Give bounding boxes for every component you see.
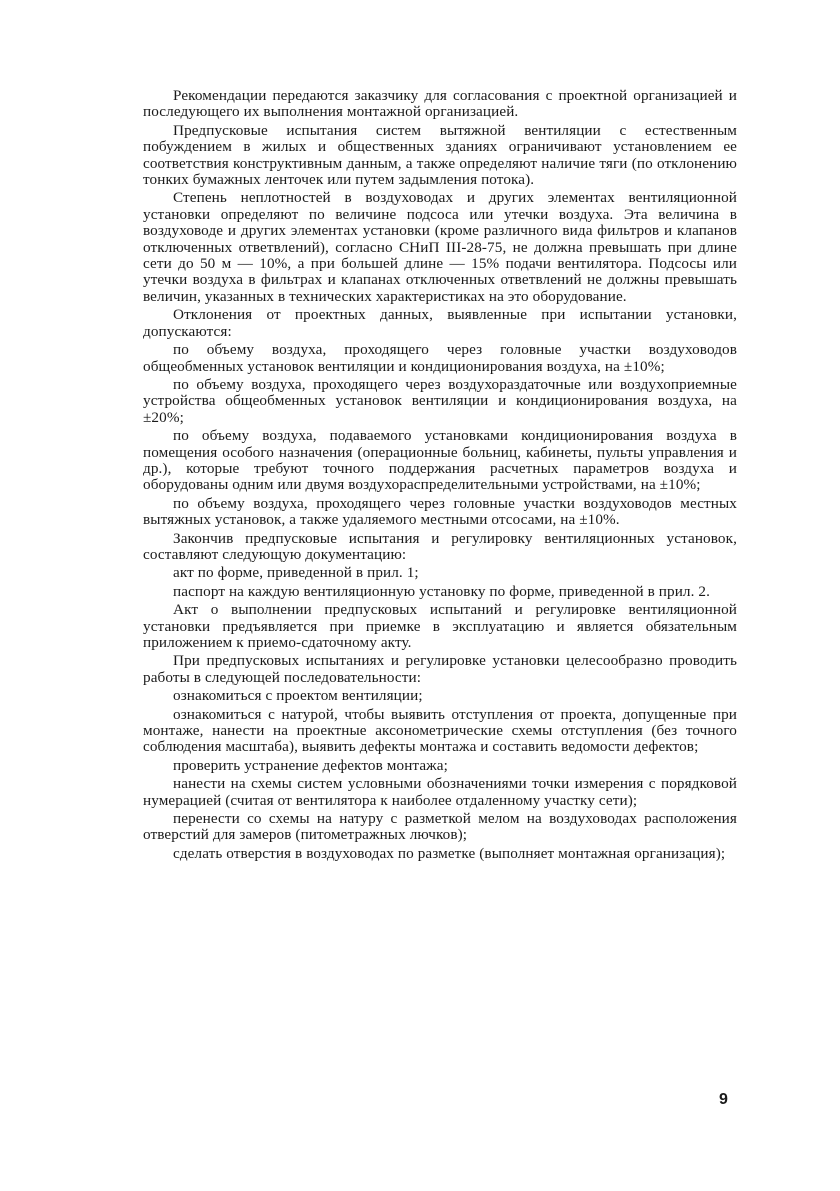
paragraph-leakage: Степень неплотностей в воздуховодах и других элементах вентиляционной установки определяют по величине подсоса или утечки воздуха. Эта величина в воздуховоде и других элементах установки (кроме различного вида фильтров и клапанов отключенных ответвлений), согласно СНиП III-28-75, не должна превышать при длине сети до 50 м — 10%, а при большей длине — 15% подачи вентилятора. Подсосы или утечки воздуха в фильтрах и клапанах отключенных ответвлений не должны превышать величин, указанных в технических характеристиках на это оборудование.: [143, 189, 737, 305]
list-item-deviation-special-rooms: по объему воздуха, подаваемого установками кондиционирования воздуха в помещения особого назначения (операционные больниц, кабинеты, пульты управления и др.), которые требуют точного поддержания расчетных параметров воздуха и оборудованы одним или двумя воздухораспределительными устройствами, на ±10%;: [143, 427, 737, 494]
page-number: 9: [719, 1091, 728, 1108]
list-item-deviation-head-sections: по объему воздуха, проходящего через головные участки воздуховодов общеобменных установок вентиляции и кондиционирования воздуха, на ±10%;: [143, 341, 737, 375]
list-item-act: акт по форме, приведенной в прил. 1;: [173, 564, 419, 582]
paragraph-documentation-intro: Закончив предпусковые испытания и регулировку вентиляционных установок, составляют следующую документацию:: [143, 529, 737, 563]
paragraph-natural-ventilation-tests: Предпусковые испытания систем вытяжной вентиляции с естественным побуждением в жилых и общественных зданиях ограничивают установлением ее соответствия конструктивным данным, а также определяют наличие тяги (по отклонению тонких бумажных ленточек или путем задымления потока).: [143, 121, 737, 189]
list-item-mark-points: нанести на схемы систем условными обозначениями точки измерения с порядковой нумерацией (считая от вентилятора к наиболее отдаленному участку сети);: [143, 775, 737, 809]
paragraph-act-description: Акт о выполнении предпусковых испытаний и регулировке вентиляционной установки предъявляется при приемке в эксплуатацию и является обязательным приложением к приемо-сдаточному акту.: [143, 601, 737, 651]
list-item-check-defects: проверить устранение дефектов монтажа;: [173, 756, 448, 774]
paragraph-sequence-intro: При предпусковых испытаниях и регулировке установки целесообразно проводить работы в следующей последовательности:: [143, 652, 737, 686]
paragraph-deviations-intro: Отклонения от проектных данных, выявленные при испытании установки, допускаются:: [143, 306, 737, 340]
document-page: [143, 88, 737, 862]
list-item-transfer-marks: перенести со схемы на натуру с разметкой мелом на воздуховодах расположения отверстий для замеров (питометражных лючков);: [143, 810, 737, 844]
list-item-passport: паспорт на каждую вентиляционную установку по форме, приведенной в прил. 2.: [173, 582, 710, 600]
list-item-site-inspection: ознакомиться с натурой, чтобы выявить отступления от проекта, допущенные при монтаже, нанести на проектные аксонометрические схемы отступления (без точного соблюдения масштаба), выявить дефекты монтажа и составить ведомости дефектов;: [143, 705, 737, 756]
list-item-deviation-air-terminals: по объему воздуха, проходящего через воздухораздаточные или воздухоприемные устройства общеобменных установок вентиляции и кондиционирования воздуха, на ±20%;: [143, 375, 737, 426]
paragraph-recommendations: Рекомендации передаются заказчику для согласования с проектной организацией и последующего их выполнения монтажной организацией.: [143, 87, 737, 121]
list-item-study-project: ознакомиться с проектом вентиляции;: [173, 687, 423, 705]
list-item-deviation-local-exhaust: по объему воздуха, проходящего через головные участки воздуховодов местных вытяжных установок, а также удаляемого местными отсосами, на ±10%.: [143, 494, 737, 529]
list-item-make-openings: сделать отверстия в воздуховодах по разметке (выполняет монтажная организация);: [173, 844, 726, 862]
